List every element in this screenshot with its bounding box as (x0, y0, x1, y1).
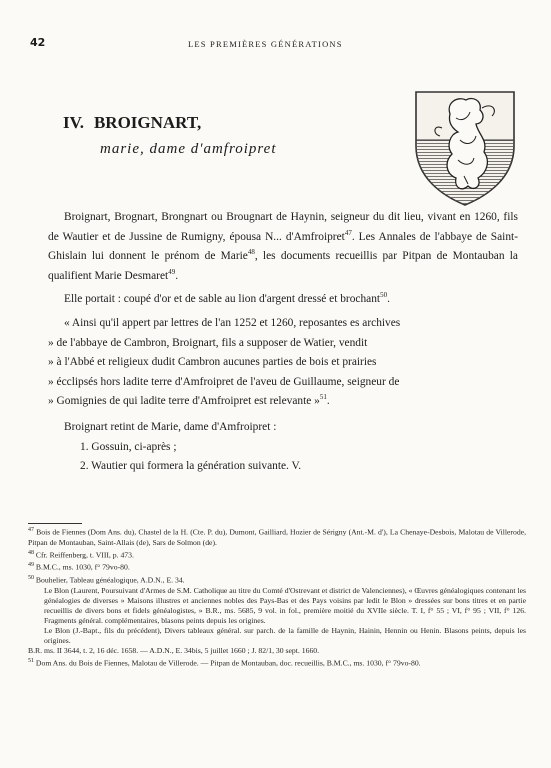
page-number: 42 (30, 36, 46, 49)
quote-line: » Gomignies de qui ladite terre d'Amfroipret est relevante »$^{51}$. (48, 393, 330, 408)
section-number: IV. (63, 113, 84, 132)
body-text (48, 208, 518, 477)
quote-line: » écclipsés hors ladite terre d'Amfroipret de l'aveu de Guillaume, seigneur de (48, 375, 400, 388)
paragraph-text: . (175, 269, 179, 282)
footnote: Le Blon (J.-Bapt., fils du précédent), Divers tableaux général. sur parch. de la famille de Haynin, Hainin, Hennin ou Henin. Blasons peints, depuis les origines. (44, 626, 526, 646)
coat-of-arms-icon (412, 88, 518, 208)
footnote-divider (28, 523, 82, 524)
list-item: 2. Wautier qui formera la génération suivante. V. (80, 460, 302, 473)
list-item: 1. Gossuin, ci-après ; (80, 440, 177, 453)
footnote: $^{47}$ Bois de Fiennes (Dom Ans. du), Chastel de la H. (Cte. P. du), Dumont, Gailliard, Hozier de Sérigny (Ant.-M. d'), La Chenaye-Desbois, Malotau de Villerode, Pitpan de Montauban, Saint-Allais (de), Sars de Solmon (de). (28, 527, 526, 547)
footnote: $^{49}$ B.M.C., ms. 1030, f° 79vo-80. (28, 562, 130, 572)
footnote: B.R. ms. II 3644, t. 2, 16 déc. 1658. — A.D.N., E. 34bis, 5 juillet 1660 ; J. 82/1, 30 sept. 1660. (28, 646, 320, 656)
quote-line: » à l'Abbé et religieux dudit Cambron aucunes parties de bois et prairies (48, 356, 377, 369)
paragraph-text: . (387, 293, 390, 306)
footnote: $^{51}$ Dom Ans. du Bois de Fiennes, Malotau de Villerode. — Pitpan de Montauban, doc. recueillis, B.M.C., ms. 1030, f° 79vo-80. (28, 658, 421, 668)
footnote-ref: 48 (247, 248, 255, 257)
quote-line: « Ainsi qu'il appert par lettres de l'an 1252 et 1260, reposantes es archives (64, 316, 401, 329)
footnote: $^{50}$ Bouhelier, Tableau généalogique, A.D.N., E. 34. (28, 575, 185, 585)
running-head: LES PREMIÈRES GÉNÉRATIONS (188, 39, 343, 49)
footnote: Le Blon (Laurent, Poursuivant d'Armes de S.M. Catholique au titre du Comté d'Ostrevant et district de Valenciennes), « Œuvres généalogiques contenant les généalogies de diverses » Maisons illustres et anciennes nobles des Pays-Bas et des Pays voisins par ledit le Blon » dressées sur bons titres et en partie recueillis de divers bons et fidels généalogistes, » B.R., ms. 5685, 9 vol. in fol., première moitié du XVIIe siècle. T. I, f° 55 ; VI, f° 95 ; VII, f° 126. Fragments général. complémentaires, blasons peints depuis les origines. (44, 585, 526, 625)
footnote-ref: 51 (319, 393, 327, 402)
children-intro: Broignart retint de Marie, dame d'Amfroipret : (64, 420, 277, 433)
footnote: $^{48}$ Cfr. Reiffenberg, t. VIII, p. 473. (28, 549, 134, 560)
children-list (48, 438, 518, 477)
paragraph-text: . Les Annales de l'abbaye de Saint-Ghislain lui donnent le prénom de Marie (48, 230, 518, 263)
section-subheading: marie, dame d'amfroipret (100, 141, 277, 157)
paragraph-arms (48, 290, 518, 310)
quotation (48, 314, 518, 412)
paragraph-intro (48, 208, 518, 286)
footnotes (28, 525, 526, 669)
footnote-ref: 50 (380, 291, 388, 300)
section-heading (63, 113, 201, 133)
paragraph-text: , les documents recueillis par Pitpan de Montauban la qualifient Marie Desmaret (48, 250, 518, 282)
footnote-ref: 47 (344, 228, 352, 237)
quote-line: » de l'abbaye de Cambron, Broignart, fils a supposer de Watier, vendit (48, 336, 368, 349)
paragraph-text: Broignart, Brognart, Brongnart ou Brougnart de Haynin, seigneur du dit lieu, vivant en 1260, fils de Wautier et de Jussine de Rumigny, épousa N... d'Amfroipret (48, 211, 518, 243)
footnote-ref: 49 (168, 267, 176, 276)
paragraph-text: Elle portait : coupé d'or et de sable au lion d'argent dressé et brochant (64, 293, 381, 306)
section-name: BROIGNART, (93, 113, 202, 132)
